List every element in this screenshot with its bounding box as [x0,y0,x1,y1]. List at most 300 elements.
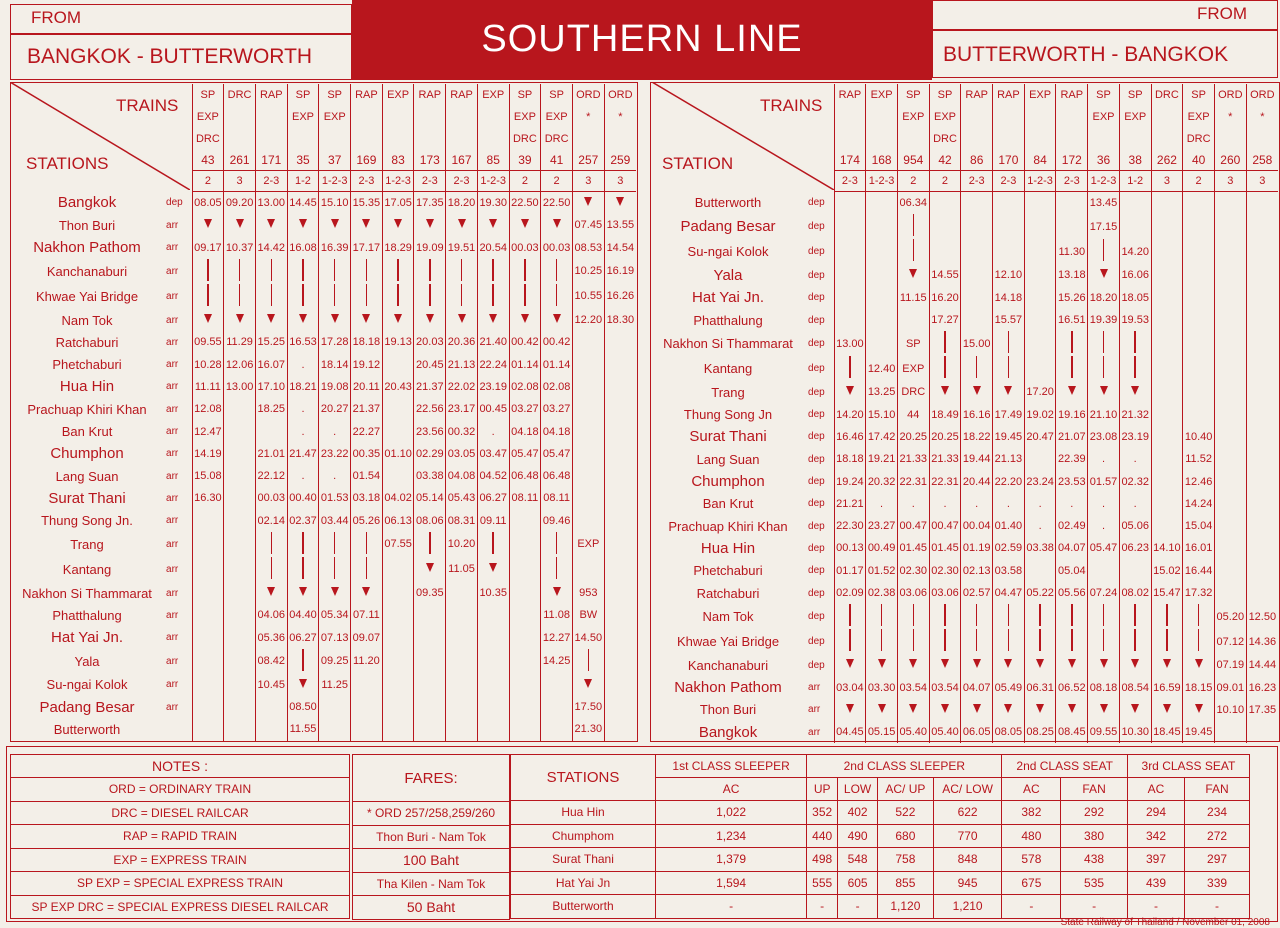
fare-value: - [1061,895,1128,919]
time-cell: 17.20 [1024,381,1056,403]
train-class: 2-3 [351,171,383,192]
time-cell [604,626,636,648]
time-cell: 12.50 [1246,604,1278,629]
time-cell: 05.15 [866,721,898,743]
continue-line-icon [834,629,866,654]
down-arrow-icon [993,381,1025,403]
time-cell: 07.55 [382,532,414,557]
time-cell: 05.40 [897,721,929,743]
fare-value: 945 [933,871,1002,895]
continue-line-icon [541,557,573,582]
fare-value: 297 [1185,848,1250,872]
fare-value: 548 [838,848,878,872]
time-cell: 06.05 [961,721,993,743]
time-cell [1151,239,1183,264]
continue-line-icon [897,604,929,629]
continue-line-icon [477,532,509,557]
time-cell: 19.09 [414,237,446,259]
train-type [1056,128,1088,150]
time-cell [572,487,604,509]
train-number: 174 [834,150,866,171]
train-type: DRC [541,128,573,150]
time-cell: 21.47 [287,443,319,465]
time-cell: 08.42 [255,649,287,674]
time-cell: 21.21 [834,493,866,515]
train-type [224,128,256,150]
table-row [652,721,1278,743]
time-cell [572,353,604,375]
time-cell: 01.53 [319,487,351,509]
time-cell: 05.06 [1119,515,1151,537]
time-cell: 11.05 [446,557,478,582]
time-cell [192,582,224,604]
time-cell: 19.24 [834,470,866,492]
station-name: Khwae Yai Bridge [676,634,780,650]
table-row [12,557,636,582]
time-cell: 03.58 [993,560,1025,582]
table-row [652,604,1278,629]
train-type [572,128,604,150]
dep-arr: arr [166,359,179,371]
time-cell [1214,264,1246,286]
time-cell: 22.24 [477,353,509,375]
fare-station: Butterworth [511,895,656,919]
down-arrow-icon [287,214,319,236]
time-cell: 21.37 [414,376,446,398]
continue-line-icon [382,284,414,309]
time-cell: 19.30 [477,192,509,215]
time-cell [1246,560,1278,582]
time-cell: 21.40 [477,331,509,353]
train-class: 3 [572,171,604,192]
time-cell: 10.40 [1183,426,1215,448]
continue-line-icon [1151,604,1183,629]
time-cell [1024,448,1056,470]
fare-value: 1,120 [878,895,934,919]
time-cell: 00.03 [255,487,287,509]
time-cell: SP [897,331,929,356]
station-name: Hat Yai Jn. [692,289,764,307]
train-type [1214,128,1246,150]
train-number: 40 [1183,150,1215,171]
time-cell: 09.17 [192,237,224,259]
time-cell: 05.04 [1056,560,1088,582]
time-cell: 05.36 [255,626,287,648]
station-name: Khwae Yai Bridge [35,288,139,304]
table-row [652,582,1278,604]
time-cell: 17.35 [414,192,446,215]
time-cell: 15.00 [961,331,993,356]
time-cell [604,420,636,442]
time-cell [1246,721,1278,743]
time-cell [382,420,414,442]
time-cell: 22.56 [414,398,446,420]
continue-line-icon [351,532,383,557]
time-cell [866,239,898,264]
dep-arr: dep [808,520,825,532]
time-cell [1246,403,1278,425]
time-cell: 12.47 [192,420,224,442]
down-arrow-icon [834,381,866,403]
subclass-header: AC/ UP [878,778,934,801]
train-type [319,128,351,150]
time-cell: 18.18 [351,331,383,353]
time-cell: 14.36 [1246,629,1278,654]
train-type [446,106,478,128]
time-cell: 21.07 [1056,426,1088,448]
down-arrow-icon [319,582,351,604]
time-cell: 01.52 [866,560,898,582]
time-cell: . [961,493,993,515]
time-cell: 06.48 [541,465,573,487]
time-cell: 14.24 [1183,493,1215,515]
time-cell: . [866,493,898,515]
fare-value: 294 [1127,801,1184,825]
train-type [351,106,383,128]
table-row [652,426,1278,448]
station-name: Chumphon [50,445,124,463]
time-cell [1246,470,1278,492]
time-cell: 02.32 [1119,470,1151,492]
train-type: SP [509,84,541,106]
fares-table [352,754,510,920]
train-type: DRC [1151,84,1183,106]
station-name: Yala [713,266,743,284]
train-class: 2 [897,171,929,192]
time-cell: 08.11 [541,487,573,509]
dep-arr: arr [166,470,179,482]
time-cell: DRC [897,381,929,403]
down-arrow-icon [541,309,573,331]
station-name: Trang [711,384,745,400]
time-cell [1151,426,1183,448]
time-cell [604,649,636,674]
train-number: 36 [1088,150,1120,171]
class-header: 1st CLASS SLEEPER [656,755,807,778]
dep-arr: arr [166,538,179,550]
time-cell [224,398,256,420]
time-cell: 16.01 [1183,537,1215,559]
time-cell: 05.14 [414,487,446,509]
time-cell: 10.25 [572,259,604,284]
time-cell: 10.28 [192,353,224,375]
dep-arr: dep [808,197,825,209]
time-cell: 19.12 [351,353,383,375]
time-cell: 13.00 [834,331,866,356]
continue-line-icon [1088,604,1120,629]
station-name: Surat Thani [48,489,126,507]
down-arrow-icon [1151,654,1183,676]
train-type [1088,128,1120,150]
time-cell: 14.55 [929,264,961,286]
time-cell [604,718,636,740]
time-cell: 22.02 [446,376,478,398]
time-cell: 16.06 [1119,264,1151,286]
down-arrow-icon [1088,699,1120,721]
right-from-box [932,0,1278,30]
time-cell: 01.40 [993,515,1025,537]
time-cell [1183,403,1215,425]
dep-arr: arr [166,290,179,302]
continue-line-icon [993,629,1025,654]
continue-line-icon [255,284,287,309]
time-cell: 20.54 [477,237,509,259]
continue-line-icon [319,557,351,582]
continue-line-icon [319,259,351,284]
time-cell [897,309,929,331]
time-cell: 17.27 [929,309,961,331]
dep-arr: dep [808,611,825,623]
continue-line-icon [993,331,1025,356]
train-number: 84 [1024,150,1056,171]
time-cell [224,420,256,442]
time-cell [224,626,256,648]
train-type: DRC [1183,128,1215,150]
time-cell [1246,264,1278,286]
time-cell: 17.05 [382,192,414,215]
time-cell: 21.32 [1119,403,1151,425]
fare-value: 680 [878,824,934,848]
table-row [12,465,636,487]
train-class: 2-3 [961,171,993,192]
down-arrow-icon [604,192,636,215]
note-item: EXP = EXPRESS TRAIN [11,848,350,872]
time-cell [319,718,351,740]
time-cell [572,398,604,420]
continue-line-icon [1088,331,1120,356]
train-type: SP [319,84,351,106]
down-arrow-icon [287,674,319,696]
time-cell [192,604,224,626]
train-number: 167 [446,150,478,171]
continue-line-icon [961,629,993,654]
title-banner [352,0,932,80]
time-cell: 00.42 [509,331,541,353]
time-cell: 16.44 [1183,560,1215,582]
time-cell: 22.30 [834,515,866,537]
time-cell [604,353,636,375]
down-arrow-icon [541,214,573,236]
time-cell [866,309,898,331]
fare-value: 342 [1127,824,1184,848]
station-name: Lang Suan [696,451,760,467]
time-cell [224,582,256,604]
time-cell [414,674,446,696]
time-cell [1214,582,1246,604]
time-cell [1246,537,1278,559]
time-cell: 23.19 [477,376,509,398]
time-cell [866,214,898,239]
time-cell: 08.54 [1119,676,1151,698]
dep-arr: arr [808,682,821,694]
down-arrow-icon [1119,381,1151,403]
fare-value: 1,594 [656,871,807,895]
down-arrow-icon [897,264,929,286]
time-cell: 13.00 [224,376,256,398]
time-cell [509,696,541,718]
train-number: 83 [382,150,414,171]
subclass-header: AC [656,778,807,801]
train-type: RAP [255,84,287,106]
time-cell [1151,403,1183,425]
train-number: 171 [255,150,287,171]
time-cell: 05.43 [446,487,478,509]
time-cell [1214,515,1246,537]
fare-station: Hua Hin [511,801,656,825]
time-cell: 05.26 [351,510,383,532]
down-arrow-icon [993,699,1025,721]
time-cell: 05.47 [1088,537,1120,559]
time-cell [929,239,961,264]
train-type: EXP [1183,106,1215,128]
time-cell: 20.45 [414,353,446,375]
continue-line-icon [287,649,319,674]
time-cell: 11.55 [287,718,319,740]
time-cell: 00.47 [897,515,929,537]
time-cell [604,487,636,509]
page-title: SOUTHERN LINE [481,18,803,60]
table-row [652,287,1278,309]
fare-station: Chumphom [511,824,656,848]
time-cell [1088,560,1120,582]
time-cell [604,331,636,353]
time-cell: 01.17 [834,560,866,582]
down-arrow-icon [414,557,446,582]
continue-line-icon [1088,629,1120,654]
time-cell [509,532,541,557]
continue-line-icon [897,214,929,239]
train-type [1024,106,1056,128]
down-arrow-icon [1056,699,1088,721]
table-row [652,629,1278,654]
time-cell [1151,264,1183,286]
time-cell [1024,214,1056,239]
time-cell: 19.02 [1024,403,1056,425]
time-cell: . [287,398,319,420]
table-row [652,214,1278,239]
fare-value: 272 [1185,824,1250,848]
time-cell: 22.50 [509,192,541,215]
left-trains-label: TRAINS [116,96,179,115]
time-cell [509,557,541,582]
time-cell: 01.14 [541,353,573,375]
dep-arr: dep [808,386,825,398]
time-cell: 18.14 [319,353,351,375]
time-cell: 19.39 [1088,309,1120,331]
time-cell: 16.39 [319,237,351,259]
time-cell: 10.10 [1214,699,1246,721]
fare-price-table [510,754,1250,919]
time-cell: 15.47 [1151,582,1183,604]
train-number: 172 [1056,150,1088,171]
fare-value: 490 [838,824,878,848]
time-cell [319,696,351,718]
train-type: SP [1119,84,1151,106]
time-cell: 05.56 [1056,582,1088,604]
train-type [834,106,866,128]
time-cell [1183,192,1215,215]
fare-value: 382 [1002,801,1061,825]
time-cell: 02.08 [541,376,573,398]
time-cell: 13.18 [1056,264,1088,286]
time-cell: 20.03 [414,331,446,353]
time-cell [961,239,993,264]
time-cell: . [287,465,319,487]
time-cell: 19.13 [382,331,414,353]
time-cell: 00.03 [541,237,573,259]
down-arrow-icon [834,699,866,721]
train-number: 86 [961,150,993,171]
down-arrow-icon [572,192,604,215]
time-cell [572,465,604,487]
train-type [477,106,509,128]
down-arrow-icon [351,582,383,604]
station-name: Nakhon Pathom [33,239,141,257]
time-cell: 12.27 [541,626,573,648]
fare-value: 848 [933,848,1002,872]
station-name: Padang Besar [39,698,135,716]
continue-line-icon [255,532,287,557]
station-name: Ban Krut [702,496,754,512]
train-class: 3 [1151,171,1183,192]
time-cell: 20.32 [866,470,898,492]
fare-value: 758 [878,848,934,872]
time-cell [351,696,383,718]
time-cell: 05.49 [993,676,1025,698]
station-name: Kantang [703,361,753,377]
continue-line-icon [834,356,866,381]
left-route: BANGKOK - BUTTERWORTH [27,45,313,68]
time-cell: 03.44 [319,510,351,532]
time-cell [446,604,478,626]
time-cell [866,192,898,215]
station-name: Kanchanaburi [46,263,128,279]
continue-line-icon [866,629,898,654]
time-cell: 07.12 [1214,629,1246,654]
time-cell [961,214,993,239]
down-arrow-icon [414,214,446,236]
table-row [652,537,1278,559]
time-cell [255,718,287,740]
time-cell [572,331,604,353]
time-cell: 04.18 [509,420,541,442]
time-cell: 04.06 [255,604,287,626]
down-arrow-icon [961,654,993,676]
train-number: 168 [866,150,898,171]
train-number: 258 [1246,150,1278,171]
right-stations-label: STATION [662,154,734,173]
fare-note: Thon Buri - Nam Tok [353,825,510,849]
time-cell [604,443,636,465]
time-cell: 21.01 [255,443,287,465]
continue-line-icon [866,604,898,629]
time-cell [834,192,866,215]
time-cell [1246,239,1278,264]
left-route-box [10,34,352,80]
down-arrow-icon [446,214,478,236]
train-type [1246,128,1278,150]
time-cell [1246,515,1278,537]
time-cell [509,582,541,604]
train-type [1151,128,1183,150]
time-cell [834,287,866,309]
continue-line-icon [351,284,383,309]
table-row [511,848,1250,872]
time-cell: 05.47 [509,443,541,465]
time-cell: 01.45 [929,537,961,559]
train-type [446,128,478,150]
dep-arr: arr [808,726,821,738]
